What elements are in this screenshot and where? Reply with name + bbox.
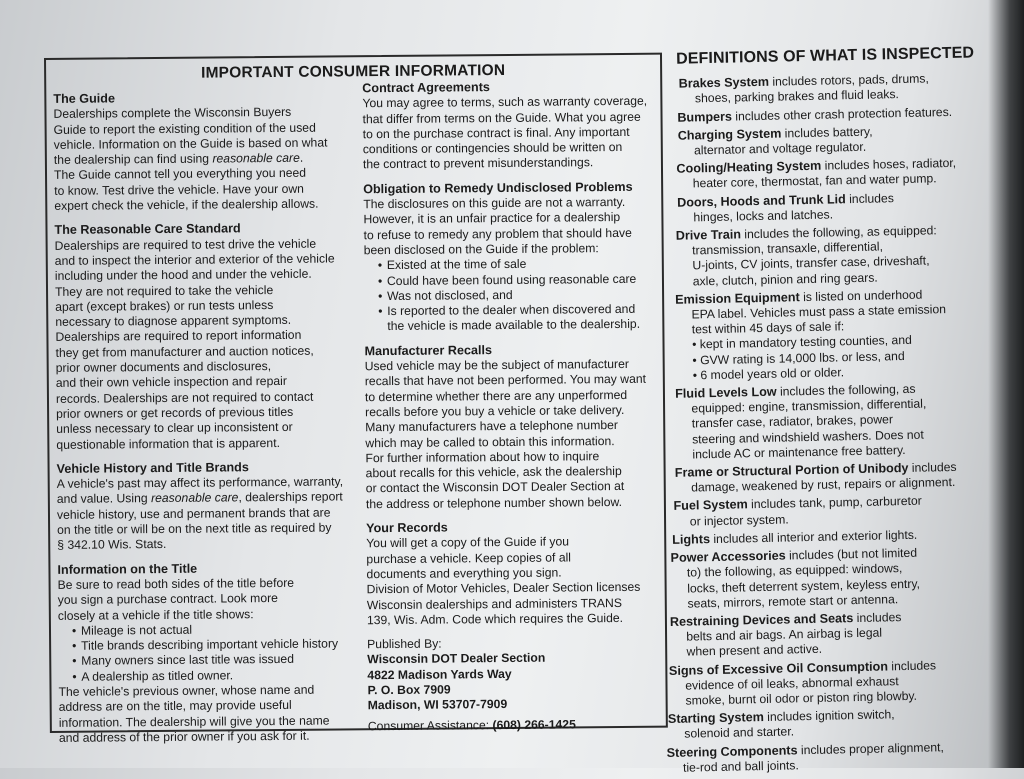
definition-item [678,122,995,159]
definition-item [676,222,997,290]
publisher-name: Wisconsin DOT Dealer Section [367,651,546,667]
definition-continuation: • kept in mandatory testing counties, and [691,333,912,352]
text-run: and value. Using [56,491,152,507]
definition-term: Starting System [667,710,764,727]
text-line: on the title or will be on the next title as required by [57,520,332,537]
definition-item [675,286,999,384]
publisher-city: Madison, WI 53707-7909 [367,697,508,713]
definition-text: includes hoses, radiator, [821,156,957,173]
definition-term: Power Accessories [670,548,786,566]
text-line: The disclosures on this guide are not a warranty. [363,195,626,212]
definition-continuation: alternator and voltage regulator. [693,139,867,158]
definition-item [679,70,994,107]
records-heading: Your Records [366,520,448,536]
text-line: Dealerships are required to test drive the vehicle [54,236,317,253]
text-line: they get from manufacturer and auction notices, [55,343,314,360]
definitions-section [662,45,1007,779]
definition-text: includes ignition switch, [763,707,895,725]
consumer-info-box [44,53,668,745]
text-line: or contact the Wisconsin DOT Dealer Section at [365,479,625,496]
text-line: Wisconsin dealerships and administers TRANS [366,595,622,612]
list-item: • Is reported to the dealer when discovered and [378,302,660,320]
definition-text: includes the following, as equipped: [740,223,937,242]
definition-item [676,155,995,192]
text-line: the contract to prevent misunderstandings. [362,155,594,172]
definition-continuation: • GVW rating is 14,000 lbs. or less, and [692,348,905,368]
definition-continuation: smoke, burnt oil odor or piston ring blowby. [685,688,918,708]
text-line: Be sure to read both sides of the title before [57,575,295,592]
publisher-pobox: P. O. Box 7909 [367,682,451,698]
definition-text: includes [845,190,894,206]
text-line: Used vehicle may be the subject of manufacturer [364,356,629,374]
definition-continuation: • 6 model years old or older. [692,365,845,383]
definitions-list [663,70,1008,775]
definition-text: includes battery, [781,124,873,141]
text-line: prior owners or get records of previous titles [56,404,294,421]
text-line: purchase a vehicle. Keep copies of all [366,550,572,566]
definition-text: includes the following, as [776,381,916,399]
text-line: However, it is an unfair practice for a dealership [363,210,621,227]
assistance-label: Consumer Assistance: [367,717,493,733]
text-line: and their own vehicle inspection and repair [55,374,287,391]
definition-term: Brakes System [678,74,770,91]
definition-item [673,492,1002,529]
text-line: You may agree to terms, such as warranty coverage, [362,94,648,111]
text-line: the vehicle is made available to the dealership. [387,317,641,334]
definition-term: Emission Equipment [675,290,800,307]
definition-term: Doors, Hoods and Trunk Lid [677,191,846,210]
definition-term: Charging System [677,126,782,143]
definition-continuation: hinges, locks and latches. [693,207,834,225]
text-line: about recalls for this vehicle, ask the dealership [365,464,622,481]
box-title: IMPORTANT CONSUMER INFORMATION [200,61,506,82]
text-line: The vehicle's previous owner, whose name and [58,682,315,699]
title-info-heading: Information on the Title [57,561,198,577]
text-line: prior owner documents and disclosures, [55,359,272,375]
text-line: 139, Wis. Adm. Code which requires the Guide. [366,610,624,628]
text-line: For further information about how to inquire [365,448,600,466]
guide-heading: The Guide [53,91,115,106]
text-line: Dealerships complete the Wisconsin Buyers [53,105,292,122]
definition-continuation: shoes, parking brakes and fluid leaks. [694,87,900,106]
list-item: • Could have been found using reasonable care [378,271,660,289]
remedy-heading: Obligation to Remedy Undisclosed Problems [363,179,633,197]
text-line: The Guide cannot tell you everything you need [53,166,307,183]
definition-continuation: or injector system. [689,512,789,529]
definition-term: Frame or Structural Portion of Unibody [674,461,909,480]
text-line: Guide to report the existing condition of the used [53,120,316,137]
definition-continuation: tie-rod and ball joints. [682,758,799,775]
text-line: address are on the title, may provide useful [58,698,292,715]
text-line: You will get a copy of the Guide if you [366,534,570,551]
text-line: documents and everything you sign. [366,565,562,582]
definition-term: Restraining Devices and Seats [669,611,854,629]
text-line: and to inspect the interior and exterior of the vehicle [54,251,335,268]
definition-text: includes other crash protection features. [731,104,953,124]
text-line: questionable information that is apparent. [56,435,281,452]
text-line: to refuse to remedy any problem that should have [363,225,632,242]
definitions-title: DEFINITIONS OF WHAT IS INSPECTED [675,44,975,68]
publisher-street: 4822 Madison Yards Way [367,666,512,682]
text-line: Many manufacturers have a telephone number [365,418,618,435]
text-line: been disclosed on the Guide if the problem: [363,241,599,258]
text-line: They are not required to take the vehicle [54,282,274,299]
definition-continuation: seats, mirrors, remote start or antenna. [687,591,899,611]
text-line: that differ from terms on the Guide. What you agree [362,109,641,126]
text-line: information. The dealership will give you the name [58,713,330,730]
history-heading: Vehicle History and Title Brands [56,460,249,476]
text-line: apart (except brakes) or run tests unless [55,297,274,314]
definition-term: Fluid Levels Low [675,384,777,401]
text-line: unless necessary to clear up inconsistent or [56,420,293,437]
definition-continuation: solenoid and starter. [684,724,795,742]
definition-item [669,656,1006,709]
definition-text: is listed on underhood [799,287,923,305]
text-line: Dealerships are required to report information [55,328,302,345]
text-line: necessary to diagnose apparent symptoms. [55,313,292,330]
definition-item [670,608,1005,661]
definition-text: includes rotors, pads, drums, [768,71,929,89]
definition-continuation: equipped: engine, transmission, differential, [691,396,927,416]
definition-term: Lights [672,531,711,547]
definition-text: includes [887,657,937,673]
list-item: • Title brands describing important vehicle history [72,636,354,654]
text-run: , dealerships report [238,489,343,505]
definition-continuation: transfer case, radiator, brakes, power [691,412,894,431]
definition-text: includes all interior and exterior lights. [709,527,918,546]
text-line: A vehicle's past may affect its performance, warranty, [56,474,344,492]
list-item: • Existed at the time of sale [378,256,660,274]
text-line: to on the purchase contract is final. Any important [362,124,630,142]
list-item: • Was not disclosed, and [378,286,660,304]
text-line: conditions or contingencies should be written on [362,140,623,157]
definition-item [677,189,996,226]
contract-heading: Contract Agreements [362,80,490,96]
definition-continuation: axle, clutch, pinion and ring gears. [692,270,878,289]
definition-term: Signs of Excessive Oil Consumption [668,658,889,678]
text-line: recalls before you buy a vehicle or take delivery. [365,402,625,420]
definition-item [675,380,1001,463]
definition-item [675,459,1002,496]
middle-column [362,79,664,734]
definition-text: includes (but not limited [785,545,918,563]
text-line: to determine whether there are any unperformed [364,387,628,404]
definition-term: Fuel System [673,497,748,514]
definition-term: Steering Components [666,742,798,760]
definition-item [667,738,1008,776]
remedy-bullet-list [364,256,661,320]
definition-continuation: include AC or maintenance free battery. [692,442,906,462]
definition-text: includes [908,460,957,476]
definition-term: Bumpers [677,109,733,125]
text-line: to know. Test drive the vehicle. Have your own [54,181,304,198]
text-line: vehicle history, use and permanent brands that are [56,505,331,522]
definition-continuation: locks, theft deterrent system, keyless entry, [687,576,921,596]
published-label: Published By: [367,636,442,652]
definition-continuation: heater core, thermostat, fan and water pump. [692,171,937,191]
definition-continuation: test within 45 days of sale if: [691,319,845,337]
definition-continuation: transmission, transaxle, differential, [692,239,884,258]
text-line: including under the hood and under the vehicle. [54,266,312,284]
text-line: § 342.10 Wis. Stats. [57,537,167,553]
text-line: expert check the vehicle, if the dealership allows. [54,196,319,213]
left-column [53,89,355,746]
definition-continuation: belts and air bags. An airbag is legal [686,625,883,644]
reasonable-care-italic: reasonable care [212,150,300,166]
text-line: records. Dealerships are not required to contact [55,389,314,406]
text-line: which may be called to obtain this information. [365,433,615,450]
text-line: recalls that have not been performed. You may want [364,372,647,389]
definition-term: Cooling/Heating System [676,158,822,176]
text-line: you sign a purchase contract. Look more [57,591,278,608]
recalls-heading: Manufacturer Recalls [364,342,493,358]
definition-item [670,544,1003,612]
text-run: the dealership can find using [53,151,213,168]
care-heading: The Reasonable Care Standard [54,221,241,238]
list-item: • Mileage is not actual [72,621,354,639]
title-bullet-list [58,621,355,685]
list-item: • A dealership as titled owner. [72,667,354,685]
text-line: vehicle. Information on the Guide is based on what [53,135,328,152]
text-line: the address or telephone number shown below. [365,494,623,511]
definition-text: includes [853,610,902,626]
definition-text: includes tank, pump, carburetor [747,494,922,512]
definition-item [668,705,1007,742]
definition-continuation: to) the following, as equipped: windows, [686,561,903,580]
definition-continuation: EPA label. Vehicles must pass a state emission [691,302,947,322]
text-line: and address of the prior owner if you ask for it. [58,728,310,745]
definition-continuation: damage, weakened by rust, repairs or alignment. [690,475,956,495]
text-line: Division of Motor Vehicles, Dealer Section licenses [366,580,641,597]
list-item: • Many owners since last title was issued [72,652,354,670]
assistance-phone: (608) 266-1425 [492,716,576,732]
definition-continuation: when present and active. [686,642,823,659]
text-run: . [299,150,304,165]
consumer-assistance [368,716,664,734]
definition-continuation: evidence of oil leaks, abnormal exhaust [685,673,899,693]
reasonable-care-italic: reasonable care [150,490,239,506]
definition-term: Drive Train [675,227,742,243]
text-line: closely at a vehicle if the title shows: [57,606,254,623]
definition-text: includes proper alignment, [797,739,944,757]
definition-continuation: U-joints, CV joints, transfer case, driveshaft, [692,253,930,273]
definition-continuation: steering and windshield washers. Does not [691,427,924,447]
